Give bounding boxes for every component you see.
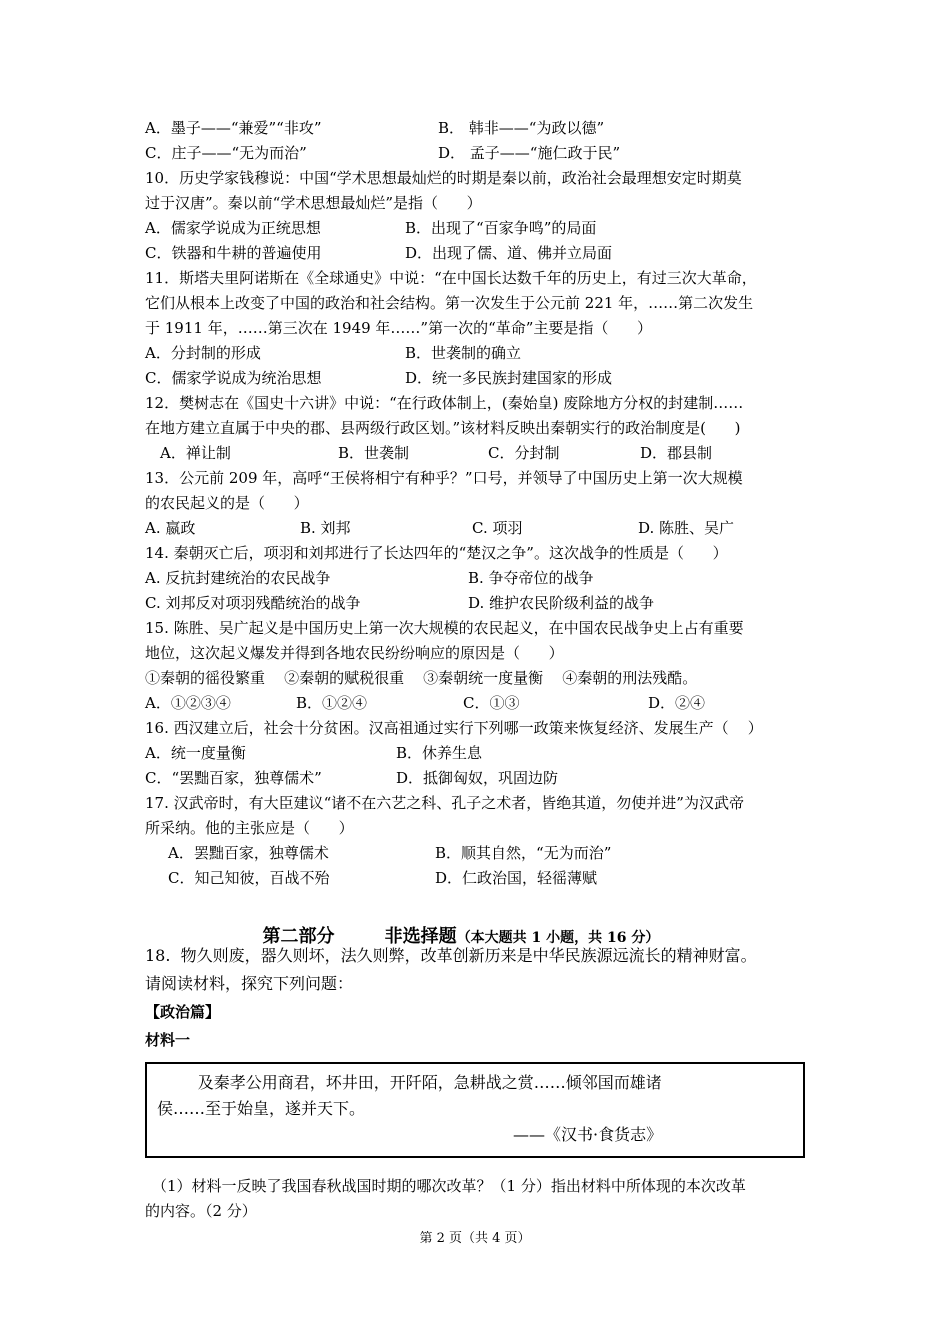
part2-heading: [250, 898, 659, 951]
q15-option-c: C．①③: [463, 694, 520, 712]
q17-text-line-1: 17. 汉武帝时，有大臣建议“诸不在六艺之科、孔子之术者，皆绝其道，勿使并进”为汉武帝: [145, 794, 744, 812]
q9-option-c: C．庄子——“无为而治”: [145, 144, 307, 162]
q13-option-d: D. 陈胜、吴广: [638, 519, 735, 537]
material-line-1: 及秦孝公用商君，坏井田，开阡陌，急耕战之赏……倾邻国而雄诸: [157, 1073, 662, 1092]
q14-option-c: C. 刘邦反对项羽残酷统治的战争: [145, 594, 361, 612]
q11-text-line-2: 它们从根本上改变了中国的政治和社会结构。第一次发生于公元前 221 年，……第二次发生: [145, 294, 754, 312]
q9-option-a: A．墨子——“兼爱”“非攻”: [145, 119, 322, 137]
q14-text-line-1: 14. 秦朝灭亡后，项羽和刘邦进行了长达四年的“楚汉之争”。这次战争的性质是（ ）: [145, 544, 728, 562]
q12-option-c: C．分封制: [488, 444, 560, 462]
q13-option-a: A. 嬴政: [145, 519, 196, 537]
q11-option-c: C．儒家学说成为统治思想: [145, 369, 322, 387]
q16-option-a: A．统一度量衡: [145, 744, 246, 762]
q12-option-a: A．禅让制: [160, 444, 231, 462]
q13-option-b: B. 刘邦: [300, 519, 351, 537]
q12-text-line-1: 12．樊树志在《国史十六讲》中说：“在行政体制上，(秦始皇) 废除地方分权的封建制……: [145, 394, 744, 412]
q15-text-line-1: 15. 陈胜、吴广起义是中国历史上第一次大规模的农民起义，在中国农民战争史上占有重要: [145, 619, 744, 637]
q12-option-d: D．郡县制: [640, 444, 713, 462]
q10-text-line-1: 10．历史学家钱穆说：中国“学术思想最灿烂的时期是秦以前，政治社会最理想安定时期莫: [145, 169, 742, 187]
q10-option-d: D．出现了儒、道、佛并立局面: [405, 244, 613, 262]
q16-option-d: D．抵御匈奴，巩固边防: [396, 769, 559, 787]
q17-option-b: B．顺其自然，“无为而治”: [435, 844, 612, 862]
q10-option-a: A．儒家学说成为正统思想: [145, 219, 321, 237]
material-source: ——《汉书·食货志》: [513, 1125, 663, 1144]
q12-text-line-2: 在地方建立直属于中央的郡、县两级行政区划。”该材料反映出秦朝实行的政治制度是( ): [145, 419, 741, 437]
material-line-2: 侯……至于始皇，遂并天下。: [157, 1099, 366, 1118]
q13-text-line-1: 13．公元前 209 年，高呼“王侯将相宁有种乎？”口号，并领导了中国历史上第一次大规模: [145, 469, 743, 487]
q13-text-line-2: 的农民起义的是（ ）: [145, 494, 309, 512]
q16-option-c: C．“罢黜百家，独尊儒术”: [145, 769, 322, 787]
q14-option-d: D. 维护农民阶级利益的战争: [468, 594, 655, 612]
q17-option-c: C．知己知彼，百战不殆: [168, 869, 330, 887]
q11-option-a: A．分封制的形成: [145, 344, 261, 362]
q17-option-a: A．罢黜百家，独尊儒术: [168, 844, 329, 862]
material-box: [145, 1062, 805, 1158]
q18-material-label: 材料一: [145, 1031, 191, 1049]
part2-note: （本大题共 1 小题，共 16 分）: [456, 930, 660, 946]
q11-text-line-3: 于 1911 年，……第三次在 1949 年……”第一次的“革命”主要是指（ ）: [145, 319, 653, 337]
q11-option-b: B．世袭制的确立: [405, 344, 522, 362]
q18-sub1-line-2: 的内容。（2 分）: [145, 1202, 257, 1220]
q13-option-c: C. 项羽: [472, 519, 523, 537]
q18-text-line-2: 请阅读材料，探究下列问题：: [145, 974, 354, 993]
q15-option-d: D．②④: [648, 694, 706, 712]
q9-option-d: D． 孟子——“施仁政于民”: [438, 144, 621, 162]
q14-option-a: A. 反抗封建统治的农民战争: [145, 569, 331, 587]
q11-option-d: D．统一多民族封建国家的形成: [405, 369, 613, 387]
q16-option-b: B．休养生息: [396, 744, 483, 762]
q17-option-d: D．仁政治国，轻徭薄赋: [435, 869, 598, 887]
q10-text-line-2: 过于汉唐”。秦以前“学术思想最灿烂”是指（ ）: [145, 194, 482, 212]
q16-text-line-1: 16. 西汉建立后，社会十分贫困。汉高祖通过实行下列哪一政策来恢复经济、发展生产（ ）: [145, 719, 763, 737]
q15-text-line-2: 地位，这次起义爆发并得到各地农民纷纷响应的原因是（ ）: [145, 644, 564, 662]
q9-option-b: B． 韩非——“为政以德”: [438, 119, 605, 137]
q12-option-b: B．世袭制: [338, 444, 410, 462]
q15-option-b: B．①②④: [296, 694, 368, 712]
q10-option-b: B．出现了“百家争鸣”的局面: [405, 219, 597, 237]
q18-text-line-1: 18. 物久则废，器久则坏，法久则弊，改革创新历来是中华民族源远流长的精神财富。: [145, 946, 757, 965]
page-footer: 第 2 页（共 4 页）: [419, 1231, 531, 1246]
part2-title: 第二部分 非选择题: [262, 926, 457, 947]
q17-text-line-2: 所采纳。他的主张应是（ ）: [145, 819, 354, 837]
q14-option-b: B. 争夺帝位的战争: [468, 569, 594, 587]
q15-option-a: A．①②③④: [145, 694, 231, 712]
q10-option-c: C．铁器和牛耕的普遍使用: [145, 244, 322, 262]
q18-section-label: 【政治篇】: [145, 1003, 221, 1021]
q18-sub1-line-1: （1）材料一反映了我国春秋战国时期的哪次改革？（1 分）指出材料中所体现的本次改革: [152, 1177, 746, 1195]
q11-text-line-1: 11．斯塔夫里阿诺斯在《全球通史》中说：“在中国长达数千年的历史上，有过三次大革命，: [145, 269, 757, 287]
q15-text-line-3: ①秦朝的徭役繁重 ②秦朝的赋税很重 ③秦朝统一度量衡 ④秦朝的刑法残酷。: [145, 669, 698, 687]
